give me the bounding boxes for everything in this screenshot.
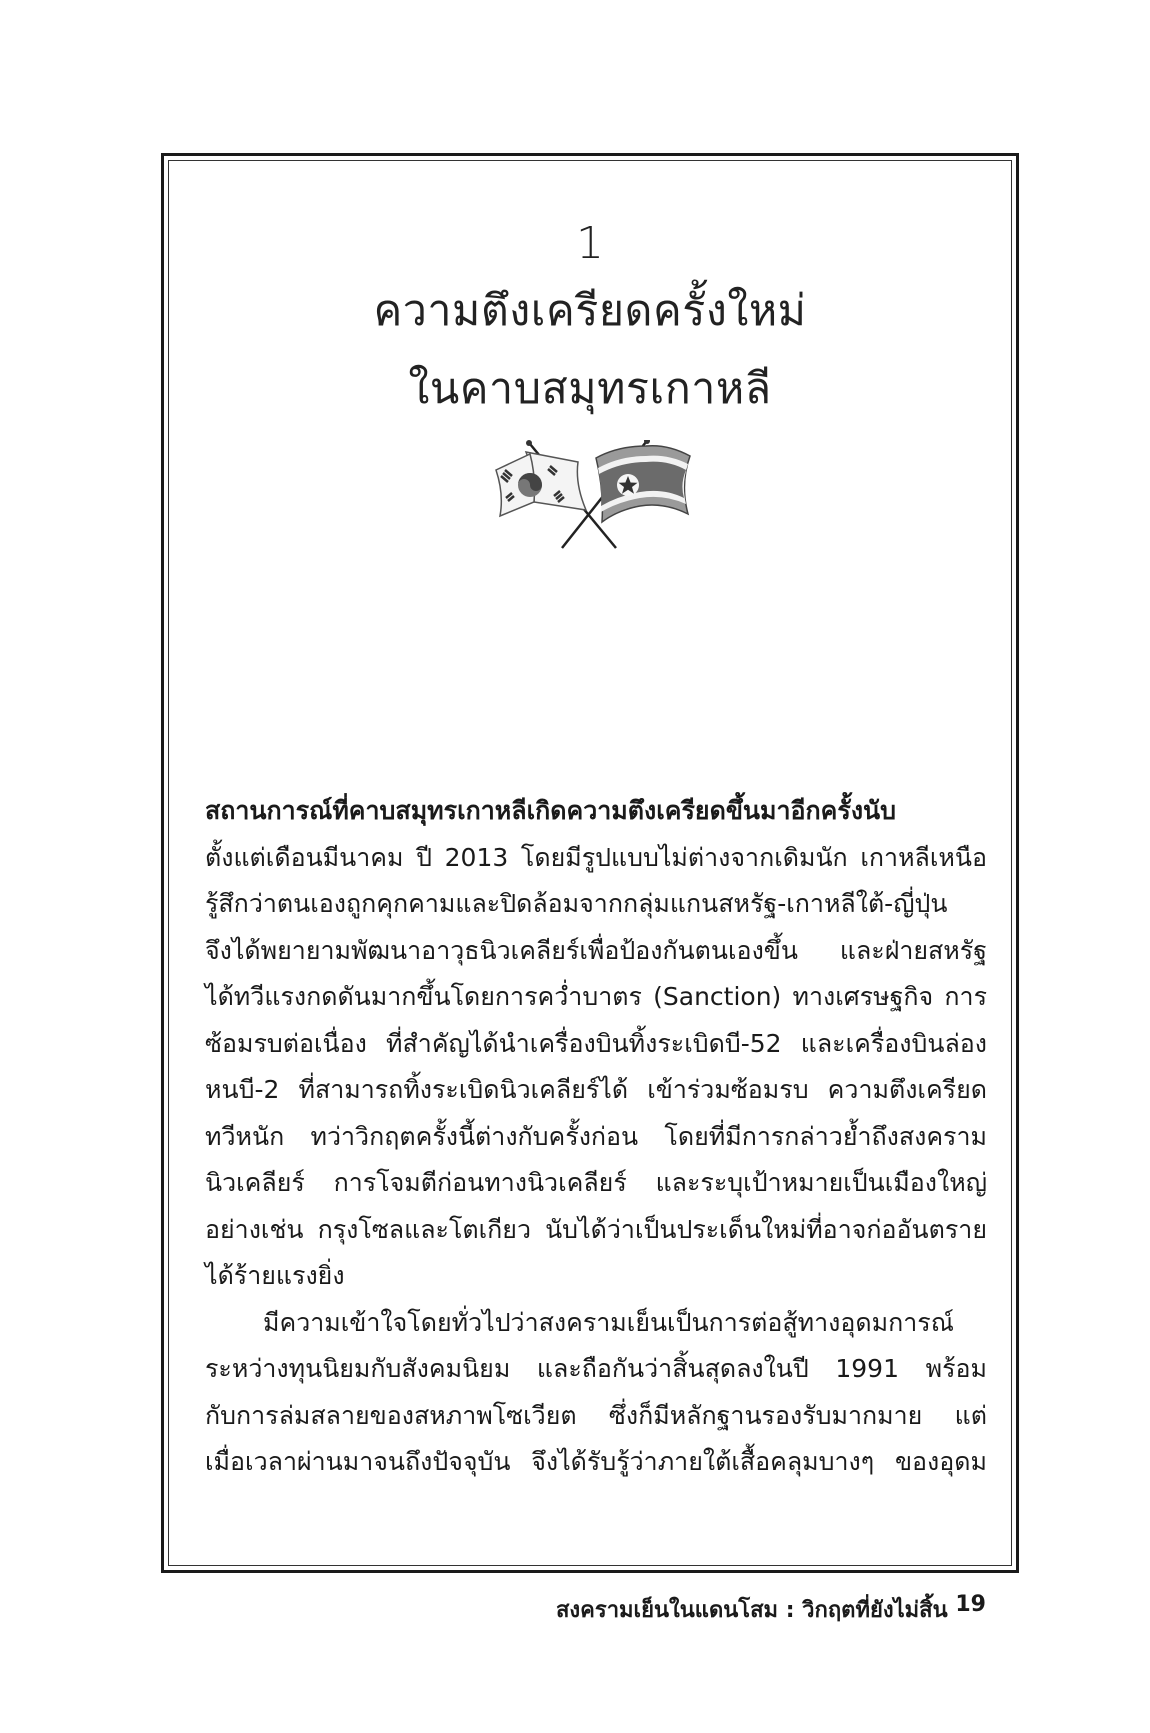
paragraph1-line: อย่างเช่น กรุงโซลและโตเกียว นับได้ว่าเป็นประเด็นใหม่ที่อาจก่ออันตราย bbox=[205, 1214, 987, 1244]
paragraph2-line: ระหว่างทุนนิยมกับสังคมนิยม และถือกันว่าสิ้นสุดลงในปี 1991 พร้อม bbox=[205, 1354, 987, 1383]
body-text bbox=[205, 788, 987, 1486]
chapter-number: 1 bbox=[576, 218, 604, 269]
paragraph1-line: ตั้งแต่เดือนมีนาคม ปี 2013 โดยมีรูปแบบไม่ต่างจากเดิมนัก เกาหลีเหนือ bbox=[205, 842, 987, 872]
footer-book-title: สงครามเย็นในแดนโสม : วิกฤตที่ยังไม่สิ้น bbox=[556, 1598, 948, 1623]
paragraph1-line: ทวีหนัก ทว่าวิกฤตครั้งนี้ต่างกับครั้งก่อน โดยที่มีการกล่าวย้ำถึงสงคราม bbox=[205, 1121, 987, 1151]
running-footer bbox=[556, 1592, 986, 1628]
paragraph1-line: ได้ร้ายแรงยิ่ง bbox=[205, 1261, 345, 1290]
paragraph2-line: เมื่อเวลาผ่านมาจนถึงปัจจุบัน จึงได้รับรู้ว่าภายใต้เสื้อคลุมบางๆ ของอุดม bbox=[205, 1447, 987, 1476]
south-korea-flag-icon bbox=[496, 452, 586, 516]
chapter-title-line1: ความตึงเครียดครั้งใหม่ bbox=[373, 286, 807, 336]
paragraph1-line: ได้ทวีแรงกดดันมากขึ้นโดยการคว่ำบาตร (Sanction) ทางเศรษฐกิจ การ bbox=[205, 982, 987, 1011]
page-number: 19 bbox=[955, 1592, 986, 1617]
paragraph2-line: กับการล่มสลายของสหภาพโซเวียต ซึ่งก็มีหลักฐานรองรับมากมาย แต่ bbox=[205, 1400, 987, 1430]
paragraph1-line: หนบี-2 ที่สามารถทิ้งระเบิดนิวเคลียร์ได้ เข้าร่วมซ้อมรบ ความตึงเครียด bbox=[205, 1075, 987, 1104]
paragraph2-line: มีความเข้าใจโดยทั่วไปว่าสงครามเย็นเป็นการต่อสู้ทางอุดมการณ์ bbox=[263, 1307, 954, 1337]
paragraph1-line: จึงได้พยายามพัฒนาอาวุธนิวเคลียร์เพื่อป้องกันตนเองขึ้น และฝ่ายสหรัฐ bbox=[205, 935, 987, 965]
crossed-flags-icon bbox=[478, 440, 698, 560]
north-korea-flag-icon bbox=[596, 446, 690, 522]
paragraph1-line: ซ้อมรบต่อเนื่อง ที่สำคัญได้นำเครื่องบินทิ้งระเบิดบี-52 และเครื่องบินล่อง bbox=[205, 1028, 987, 1058]
paragraph1-line: สถานการณ์ที่คาบสมุทรเกาหลีเกิดความตึงเครียดขึ้นมาอีกครั้งนับ bbox=[205, 796, 896, 825]
paragraph1-line: รู้สึกว่าตนเองถูกคุกคามและปิดล้อมจากกลุ่มแกนสหรัฐ-เกาหลีใต้-ญี่ปุ่น bbox=[205, 889, 948, 918]
paragraph1-line: นิวเคลียร์ การโจมตีก่อนทางนิวเคลียร์ และระบุเป้าหมายเป็นเมืองใหญ่ bbox=[205, 1168, 987, 1197]
chapter-title-line2: ในคาบสมุทรเกาหลี bbox=[408, 364, 772, 414]
